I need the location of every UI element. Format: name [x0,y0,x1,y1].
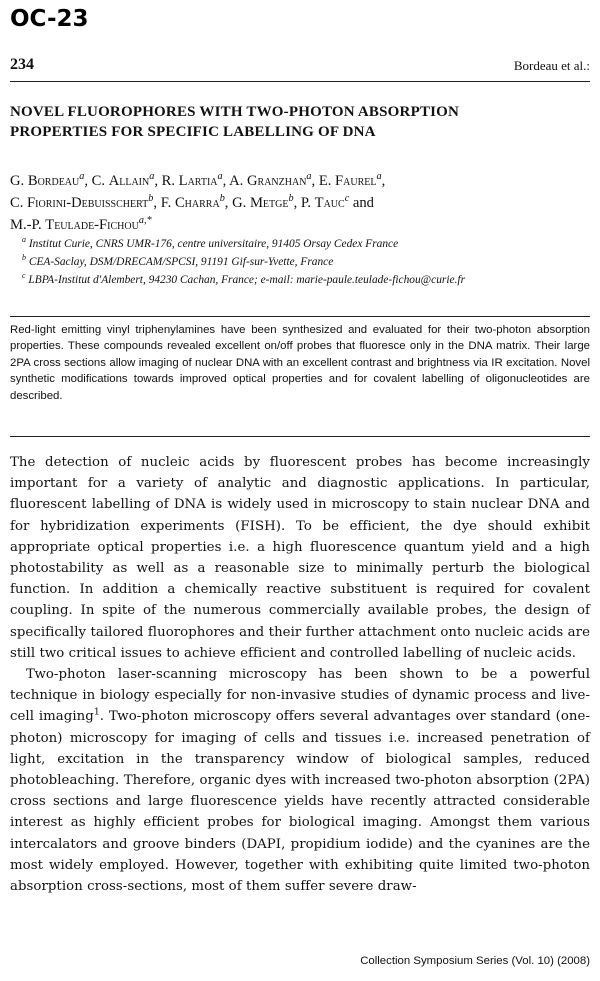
body-text [10,452,590,897]
body-paragraph: The detection of nucleic acids by fluorescent probes has become increasingly important for a variety of analytic and diagnostic applications. In particular, fluorescent labelling of DNA is widely used in microscopy to stain nuclear DNA and for hybridization experiments (FISH). To be efficient, the dye should exhibit appropriate optical properties i.e. a high fluorescence quantum yield and a high photostability as well as a reasonable size to minimally perturb the biological function. In addition a chemically reactive substituent is required for covalent coupling. In spite of the numerous commercially available probes, the design of specifically tailored fluorophores and their further attachment onto nucleic acids are still two critical issues to achieve efficient and controlled labelling of nucleic acids. [10,455,590,661]
affiliation-list [22,235,592,289]
body-paragraph: Two-photon laser-scanning microscopy has been shown to be a powerful technique in biology especially for non-invasive studies of dynamic process and live-cell imaging$^1$. Two-photon microscopy offers several advantages over standard (one-photon) microscopy for imaging of cells and tissues i.e. increased penetration of light, excitation in the transparency window of biological samples, reduced photobleaching. Therefore, organic dyes with increased two-photon absorption (2PA) cross sections and large fluorescence yields have recently attracted considerable interest as highly efficient probes for biological imaging. Amongst them various intercalators and groove binders (DAPI, propidium iodide) and the cyanines are the most widely employed. However, together with exhibiting quite limited two-photon absorption cross-sections, most of them suffer severe draw- [10,667,590,895]
author: G. Metge$^b$, [232,193,301,211]
author: C. Allain$^a$, [91,171,162,189]
abstract-bottom-rule [10,436,590,437]
author: C. Fiorini-Debuisschert$^b$, [10,193,161,211]
author: P. Tauc$^c$ and [300,193,374,211]
affiliation: $^a$ Institut Curie, CNRS UMR-176, centre universitaire, 91405 Orsay Cedex France [22,235,399,250]
author: R. Lartia$^a$, [161,171,230,189]
footer-series: Collection Symposium Series (Vol. 10) (2008) [360,955,590,967]
running-head: Bordeau et al.: [513,58,590,73]
author: G. Bordeau$^a$, [10,171,92,189]
reference-marker: 1 [93,707,100,719]
paper-title [10,102,570,142]
author: F. Charra$^b$, [160,193,233,211]
author: M.-P. Teulade-Fichou$^{a,*}$ [10,215,152,233]
affiliation: $^c$ LBPA-Institut d'Alembert, 94230 Cachan, France; e-mail: marie-paule.teulade-fichou@curie.fr [22,271,466,286]
title-line-1: NOVEL FLUOROPHORES WITH TWO-PHOTON ABSORPTION [10,104,460,120]
running-header [10,56,590,78]
header-rule [10,81,590,82]
abstract-top-rule [10,316,590,317]
session-code: OC-23 [10,6,89,32]
author-list [10,170,590,236]
page-number: 234 [10,56,34,73]
author: A. Granzhan$^a$, [229,171,319,189]
author: E. Faurel$^a$, [318,171,386,189]
abstract: Red-light emitting vinyl triphenylamines have been synthesized and evaluated for their two-photon absorption properties. These compounds revealed excellent on/off probes that fluoresce only in the DNA matrix. Their large 2PA cross sections allow imaging of nuclear DNA with an excellent contrast and brightness via IR excitation. Novel synthetic modifications towards improved optical properties and for covalent labelling of oligonucleotides are described. [10,324,590,402]
title-line-2: PROPERTIES FOR SPECIFIC LABELLING OF DNA [10,124,376,140]
affiliation: $^b$ CEA-Saclay, DSM/DRECAM/SPCSI, 91191 Gif-sur-Yvette, France [22,253,334,268]
